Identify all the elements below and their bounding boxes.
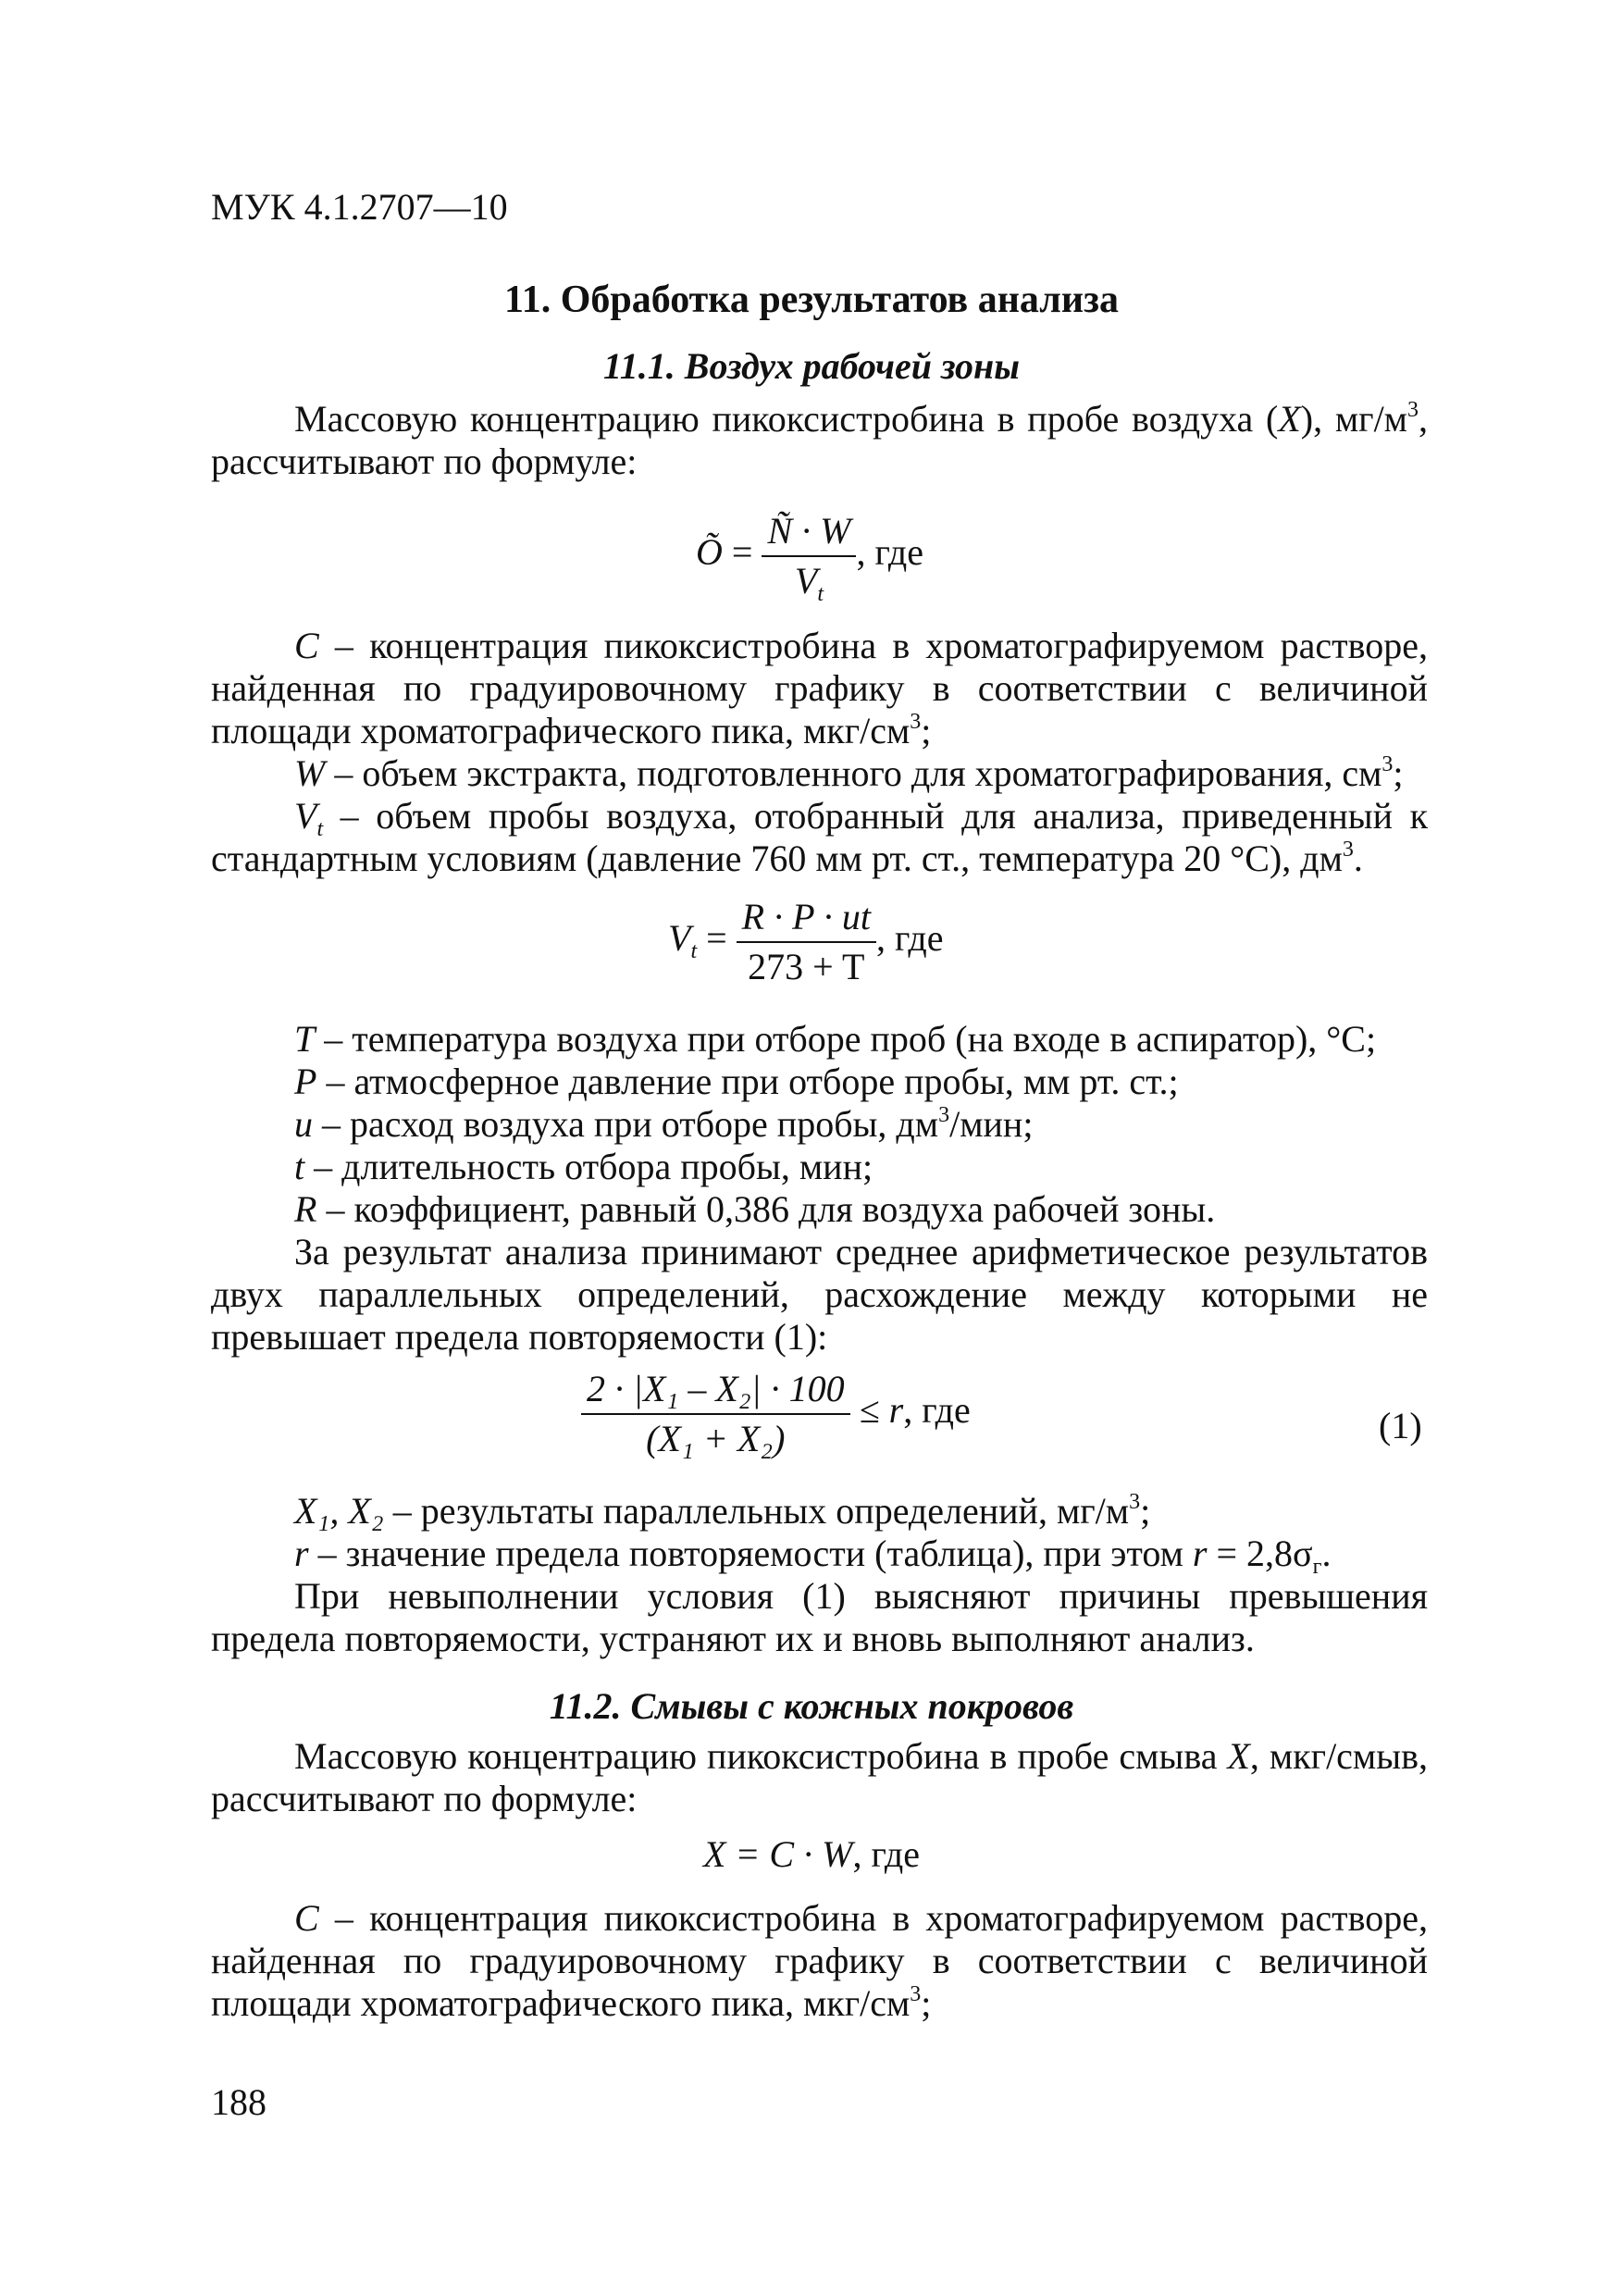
paragraph-skin-intro: Массовую концентрацию пикоксистробина в пробе смыва X, мкг/смыв, рассчитывают по формуле: (211, 1735, 1429, 1819)
definition-time: t – длительность отбора пробы, мин; (294, 1146, 873, 1187)
definition-vt: $V_t$ – объем пробы воздуха, отобранный для анализа, приведенный к стандартным условиям (давление 760 мм рт. ст., температура 20 °С), $дм^3$. (211, 795, 1428, 879)
definition-x1-x2: X₁, X₂ – результаты параллельных определений, $мг/м^3$; (294, 1490, 1151, 1532)
formula-concentration-air: Õ = $\frac{Ñ \cdot W}{V_t}$ , где (696, 507, 923, 605)
definition-t: T – температура воздуха при отборе проб (на входе в аспиратор), °С; (294, 1018, 1377, 1060)
definition-w: W – объем экстракта, подготовленного для хроматографирования, $см^3$; (294, 752, 1404, 794)
definition-c-skin: C – концентрация пикоксистробина в хроматографируемом растворе, найденная по градуировочному графику в соответствии с величиной площади хроматографического пика, мкг/$см^3$; (211, 1897, 1428, 2024)
equation-number: (1) (1379, 1405, 1422, 1446)
definition-c: C – концентрация пикоксистробина в хроматографируемом растворе, найденная по градуировочному графику в соответствии с величиной площади хроматографического пика, мкг/$см^3$; (211, 625, 1428, 751)
definition-u: u – расход воздуха при отборе пробы, $дм^3$/мин; (294, 1103, 1034, 1145)
formula-volume: $V_t$ = $\frac{R \cdot P \cdot ut}{273 + T}$ , где (668, 893, 943, 991)
formula-lhs: Õ (696, 531, 723, 574)
paragraph-condition-failure: При невыполнении условия (1) выясняют причины превышения предела повторяемости, устраняют их и вновь выполняют анализ. (211, 1575, 1428, 1659)
definition-p: P – атмосферное давление при отборе пробы, мм рт. ст.; (294, 1061, 1179, 1102)
page-header: МУК 4.1.2707—10 (211, 186, 508, 228)
subsection-title-skin: 11.2. Смывы с кожных покровов (549, 1685, 1074, 1727)
definition-repeatability-limit: r – значение предела повторяемости (таблица), при этом $r = 2,8\sigma_г$. (294, 1533, 1332, 1579)
section-title: 11. Обработка результатов анализа (504, 279, 1119, 321)
subsection-title-air: 11.1. Воздух рабочей зоны (603, 345, 1020, 387)
paragraph-result: За результат анализа принимают среднее арифметическое результатов двух параллельных определений, расхождение между которыми не превышает предела повторяемости (1): (211, 1231, 1428, 1358)
page-number: 188 (211, 2081, 266, 2123)
formula-repeatability: $\frac{\text{2 · |X₁ – X₂| · 100}}{\text{(X₁ + X₂)}}$ ≤ r, где (581, 1365, 971, 1463)
formula-concentration-skin: X = C · W, где (703, 1833, 920, 1875)
paragraph-air-intro: Массовую концентрацию пикоксистробина в пробе воздуха (X), $мг/м^3$, рассчитывают по формуле: (211, 398, 1428, 482)
definition-r: R – коэффициент, равный 0,386 для воздуха рабочей зоны. (294, 1188, 1216, 1230)
